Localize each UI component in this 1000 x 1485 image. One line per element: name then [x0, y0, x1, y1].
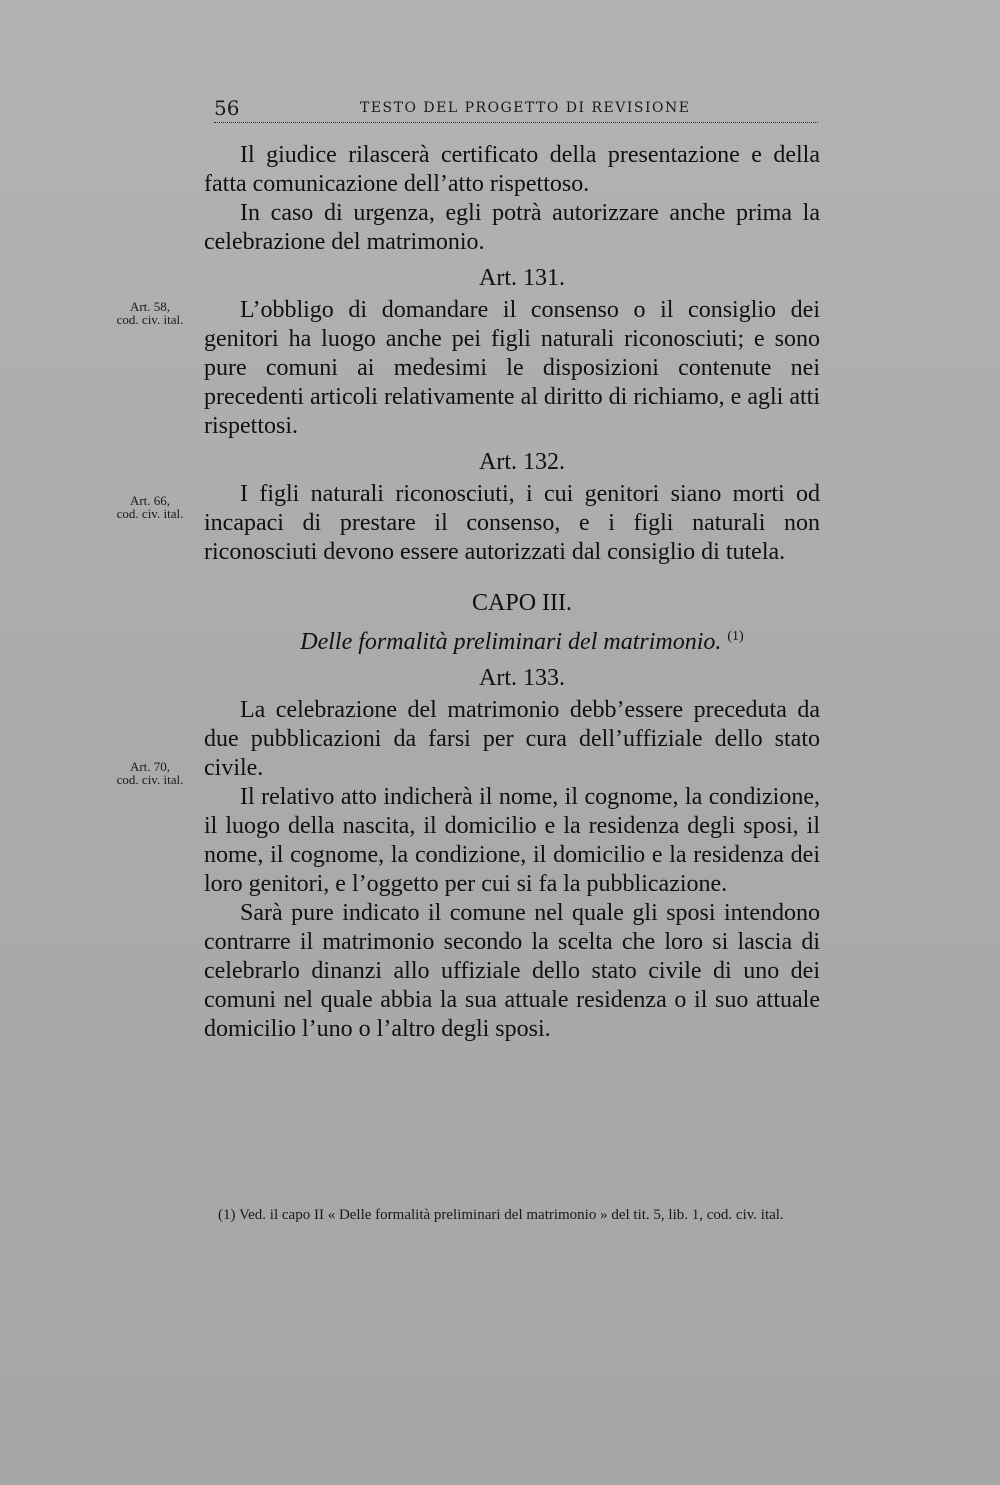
paragraph: Sarà pure indicato il comune nel quale gli sposi intendono contrarre il matrimonio secondo la scelta che loro si lascia di celebrarlo dinanzi allo uffiziale dello stato civile di uno dei comuni nel quale abbia la sua attuale residenza o il suo attuale domicilio l’uno o l’altro degli sposi. — [204, 900, 820, 1042]
chapter-title — [204, 622, 820, 657]
marginal-note-art-58 — [100, 300, 200, 326]
paragraph: Il giudice rilascerà certificato della presentazione e della fatta comunicazione dell’atto rispettoso. — [204, 142, 820, 197]
footnote-marker: (1) — [727, 629, 744, 644]
article-heading-131: Art. 131. — [479, 265, 565, 291]
marginal-note-ref: Art. 66, — [129, 493, 171, 508]
main-text — [204, 141, 820, 1044]
marginal-note-art-70 — [100, 760, 200, 786]
marginal-note-art-66 — [100, 494, 200, 520]
marginal-note-code: cod. civ. ital. — [116, 772, 184, 787]
article-heading-133: Art. 133. — [479, 665, 565, 691]
running-head: TESTO DEL PROGETTO DI REVISIONE — [360, 100, 691, 116]
paragraph: La celebrazione del matrimonio debb’essere preceduta da due pubblicazioni da farsi per cura dell’uffiziale dello stato civile. — [204, 697, 820, 781]
marginal-note-code: cod. civ. ital. — [116, 506, 184, 521]
marginal-note-ref: Art. 58, — [129, 299, 171, 314]
footnote: (1) Ved. il capo II « Delle formalità preliminari del matrimonio » del tit. 5, lib. 1, cod. civ. ital. — [218, 1207, 784, 1223]
marginal-note-ref: Art. 70, — [129, 759, 171, 774]
article-heading-132: Art. 132. — [479, 449, 565, 475]
paragraph: I figli naturali riconosciuti, i cui genitori siano morti od incapaci di prestare il consenso, e i figli naturali non riconosciuti devono essere autorizzati dal consiglio di tutela. — [204, 481, 820, 565]
page-number: 56 — [214, 96, 240, 120]
paragraph: In caso di urgenza, egli potrà autorizzare anche prima la celebrazione del matrimonio. — [204, 200, 820, 255]
marginal-note-code: cod. civ. ital. — [116, 312, 184, 327]
paragraph: L’obbligo di domandare il consenso o il consiglio dei genitori ha luogo anche pei figli naturali riconosciuti; e sono pure comuni ai medesimi le disposizioni contenute nei precedenti articoli relativamente al diritto di richiamo, e agli atti rispettosi. — [204, 297, 820, 439]
page-header — [214, 96, 818, 123]
chapter-heading: CAPO III. — [472, 590, 572, 616]
paragraph: Il relativo atto indicherà il nome, il cognome, la condizione, il luogo della nascita, il domicilio e la residenza degli sposi, il nome, il cognome, la condizione, il domicilio e la residenza dei loro genitori, e l’oggetto per cui si fa la pubblicazione. — [204, 784, 820, 897]
chapter-title-text: Delle formalità preliminari del matrimonio. — [300, 629, 722, 655]
